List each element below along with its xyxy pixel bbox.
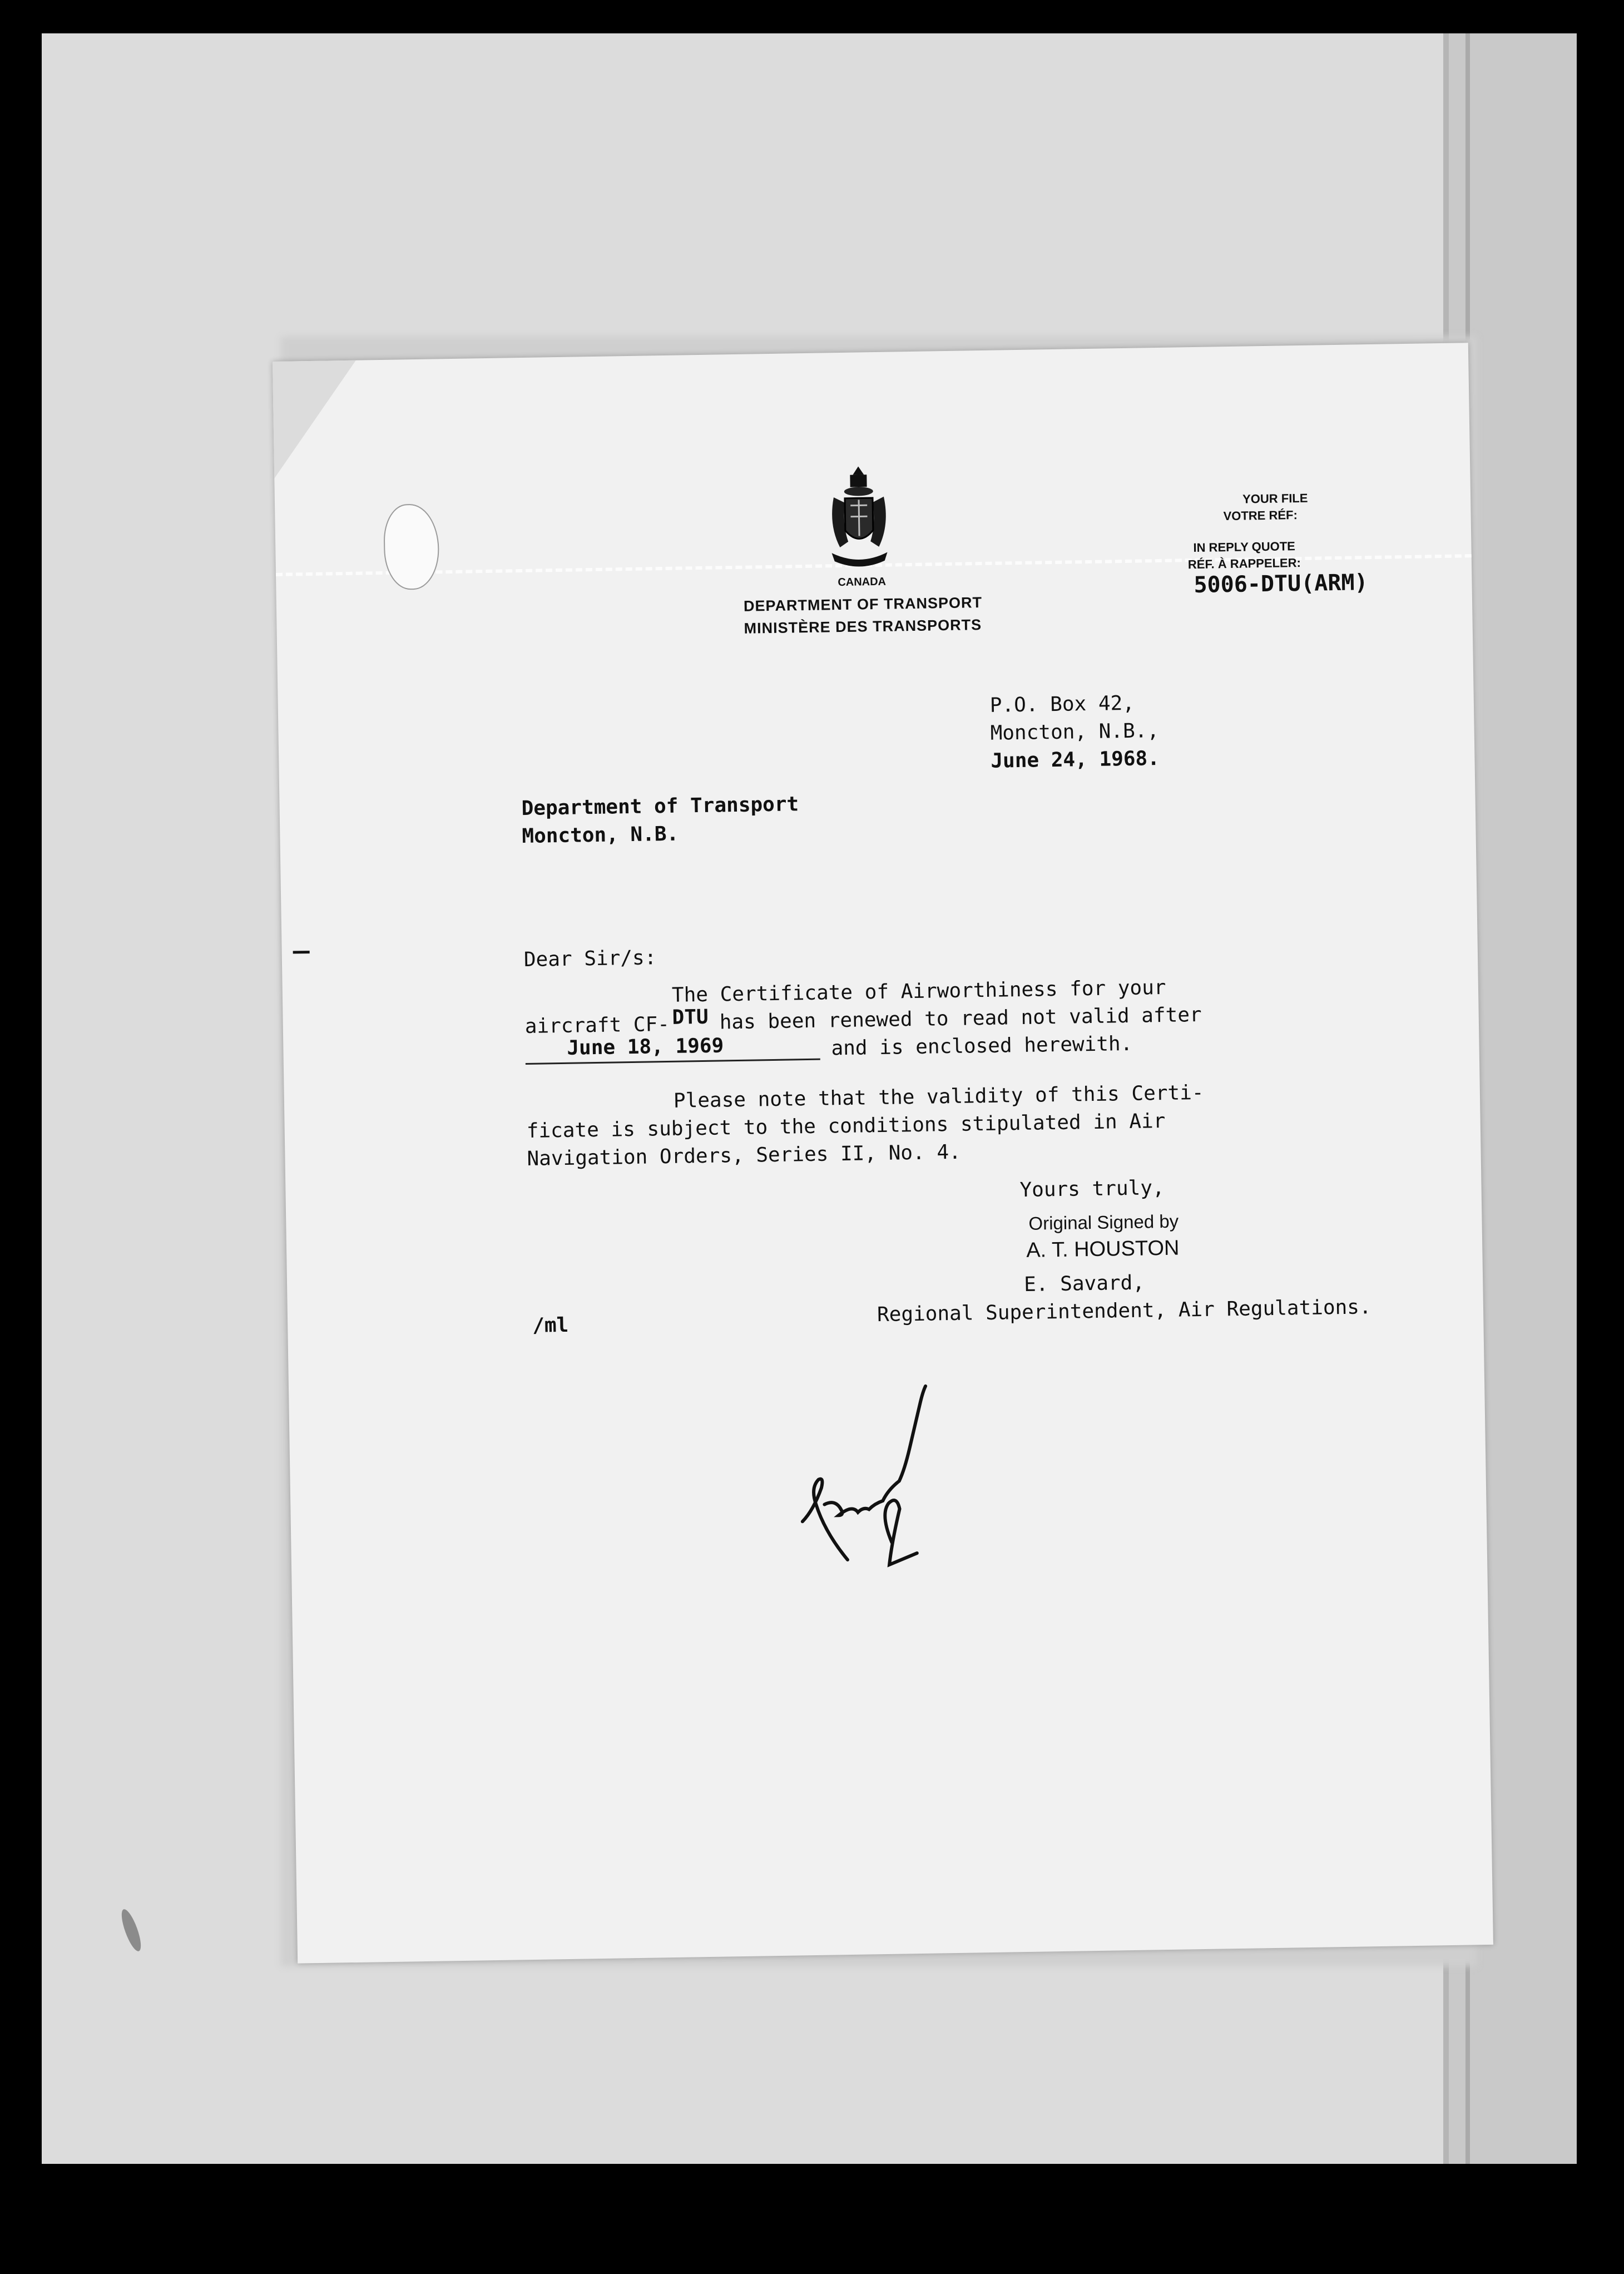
department-name-fr: MINISTÈRE DES TRANSPORTS (744, 616, 982, 637)
letter-date: June 24, 1968. (991, 747, 1160, 773)
body-p2-line3: Navigation Orders, Series II, No. 4. (527, 1140, 962, 1170)
punch-hole (383, 503, 439, 590)
address-line-2: Moncton, N.B., (990, 719, 1160, 745)
body-p1-line2b: has been renewed to read not valid after (719, 1003, 1202, 1034)
votre-ref-label: VOTRE RÉF: (1223, 508, 1298, 523)
typist-initials: /ml (532, 1313, 569, 1337)
reference-number: 5006-DTU(ARM) (1194, 570, 1368, 599)
original-signed-stamp-line1: Original Signed by (1028, 1210, 1179, 1234)
letter-sheet (273, 343, 1493, 1963)
recipient-line-1: Department of Transport (521, 793, 799, 820)
body-p2-line1: Please note that the validity of this Certi- (673, 1081, 1204, 1113)
signatory-title: Regional Superintendent, Air Regulations. (877, 1296, 1372, 1327)
salutation: Dear Sir/s: (523, 946, 657, 972)
body-p2-line2: ficate is subject to the conditions stipulated in Air (526, 1109, 1166, 1143)
body-p1-line1: The Certificate of Airworthiness for your (671, 976, 1166, 1007)
body-p1-line2a: aircraft CF- (524, 1012, 670, 1039)
handwritten-note-signature (789, 1375, 959, 1589)
body-p1-line3b: and is enclosed herewith. (831, 1032, 1133, 1060)
canada-coat-of-arms-icon (819, 463, 899, 570)
closing-yours-truly: Yours truly, (1019, 1176, 1165, 1202)
country-label: CANADA (838, 575, 887, 589)
margin-mark (293, 951, 310, 953)
aircraft-registration: DTU (672, 1005, 709, 1029)
department-name-en: DEPARTMENT OF TRANSPORT (743, 594, 983, 615)
signatory-name: E. Savard, (1023, 1271, 1145, 1296)
recipient-line-2: Moncton, N.B. (522, 822, 679, 848)
expiry-date: June 18, 1969 (567, 1034, 724, 1060)
microfilm-frame (42, 33, 1577, 2164)
original-signed-stamp-line2: A. T. HOUSTON (1026, 1236, 1180, 1262)
in-reply-label: IN REPLY QUOTE (1193, 539, 1296, 555)
film-smudge (118, 1907, 145, 1954)
ref-rappeler-label: RÉF. À RAPPELER: (1187, 556, 1301, 572)
address-line-1: P.O. Box 42, (989, 691, 1135, 717)
your-file-label: YOUR FILE (1242, 491, 1308, 506)
folded-corner (273, 360, 358, 478)
